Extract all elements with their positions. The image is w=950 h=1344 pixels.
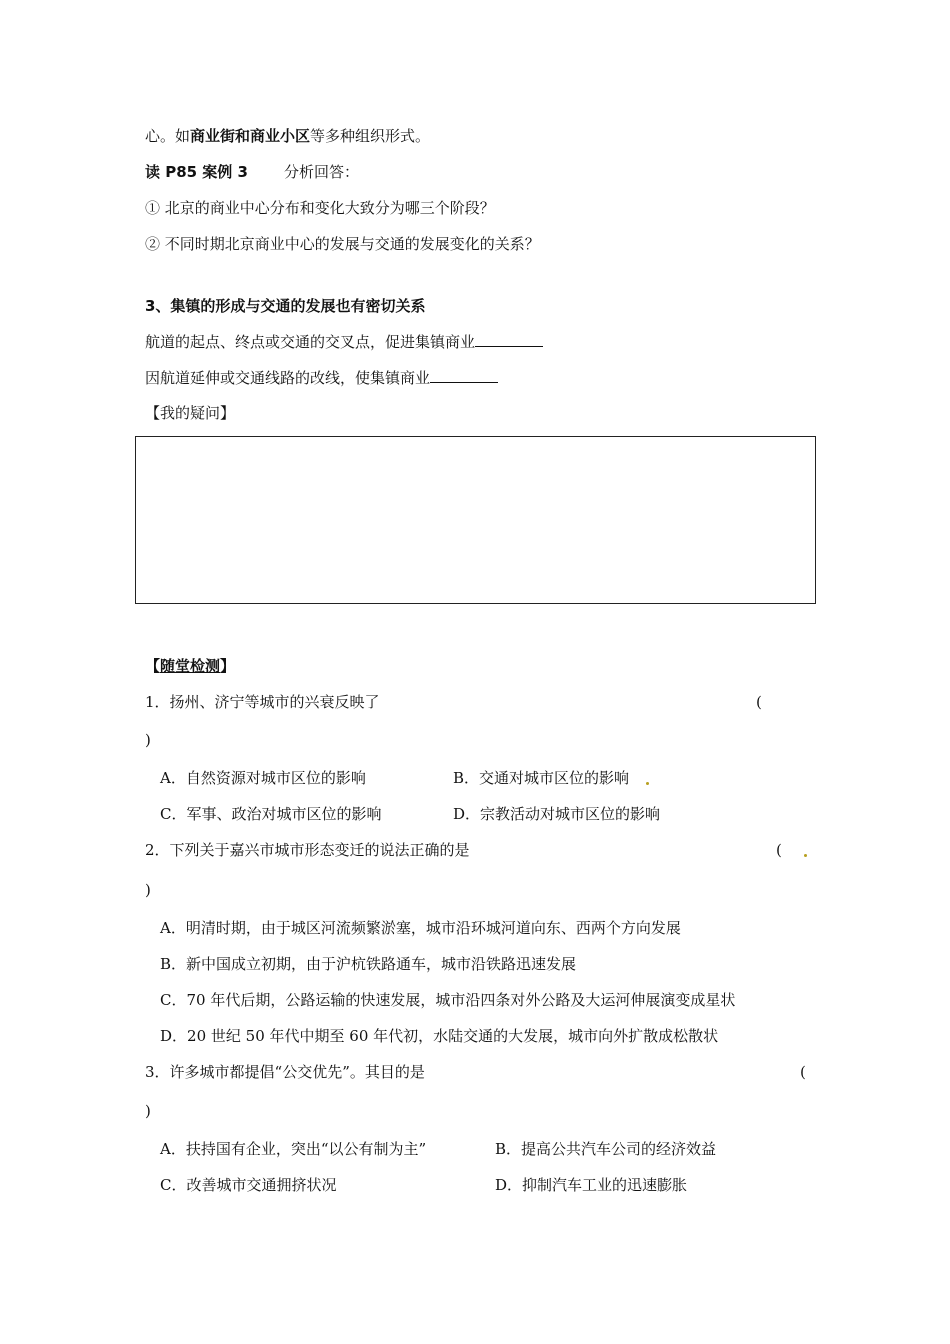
quiz-heading-bracket: 【 [145, 657, 161, 675]
option-b: B．交通对城市区位的影响 [453, 769, 630, 787]
answer-paren-open: ( [756, 693, 762, 711]
intro-line-1 [145, 126, 430, 146]
option-c: C．改善城市交通拥挤状况 [160, 1176, 337, 1194]
my-questions-box[interactable] [135, 436, 816, 604]
quiz-question-3: 3．许多城市都提倡“公交优先”。其目的是 [145, 1063, 425, 1081]
section-3-line-1 [145, 332, 543, 352]
quiz-heading [145, 656, 235, 676]
quiz-question-1: 1．扬州、济宁等城市的兴衰反映了 [145, 693, 380, 711]
option-b: B．提高公共汽车公司的经济效益 [495, 1140, 717, 1158]
section-3-line-2 [145, 368, 498, 388]
section-3-text: 航道的起点、终点或交通的交叉点，促进集镇商业 [145, 333, 476, 351]
quiz-heading-text: 随堂检测 [160, 657, 221, 675]
section-3-heading: 3、集镇的形成与交通的发展也有密切关系 [145, 297, 426, 315]
answer-paren-close: ) [145, 1102, 151, 1120]
read-case-label: 读 P85 案例 3 [145, 163, 248, 181]
option-d: D．抑制汽车工业的迅速膨胀 [495, 1176, 688, 1194]
intro-text: 等多种组织形式。 [310, 127, 431, 145]
answer-paren-open: ( [776, 841, 782, 859]
answer-paren-close: ) [145, 881, 151, 899]
quiz-heading-bracket: 】 [220, 657, 236, 675]
case-question-2: ② 不同时期北京商业中心的发展与交通的发展变化的关系？ [145, 235, 540, 253]
quiz-question-2: 2．下列关于嘉兴市城市形态变迁的说法正确的是 [145, 841, 470, 859]
option-c: C．军事、政治对城市区位的影响 [160, 805, 382, 823]
option-d: D．20 世纪 50 年代中期至 60 年代初，水陆交通的大发展，城市向外扩散成松散状 [160, 1027, 719, 1045]
stray-dot [804, 854, 807, 857]
section-3-text: 因航道延伸或交通线路的改线，使集镇商业 [145, 369, 431, 387]
option-d: D．宗教活动对城市区位的影响 [453, 805, 661, 823]
intro-bold-text: 商业街和商业小区 [190, 127, 311, 145]
answer-paren-close: ) [145, 731, 151, 749]
option-c: C．70 年代后期，公路运输的快速发展，城市沿四条对外公路及大运河伸展演变成星状 [160, 991, 736, 1009]
read-case-line [145, 162, 359, 182]
option-a: A．明清时期，由于城区河流频繁淤塞，城市沿环城河道向东、西两个方向发展 [160, 919, 681, 937]
intro-text: 心。如 [145, 127, 191, 145]
fill-blank[interactable] [475, 332, 543, 347]
read-case-instruction: 分析回答： [283, 163, 359, 181]
case-question-1: ① 北京的商业中心分布和变化大致分为哪三个阶段？ [145, 199, 495, 217]
stray-dot [646, 782, 649, 785]
option-b: B．新中国成立初期，由于沪杭铁路通车，城市沿铁路迅速发展 [160, 955, 577, 973]
fill-blank[interactable] [430, 368, 498, 383]
answer-paren-open: ( [800, 1063, 806, 1081]
my-questions-label: 【我的疑问】 [145, 404, 236, 422]
option-a: A．自然资源对城市区位的影响 [160, 769, 366, 787]
option-a: A．扶持国有企业，突出“以公有制为主” [160, 1140, 427, 1158]
